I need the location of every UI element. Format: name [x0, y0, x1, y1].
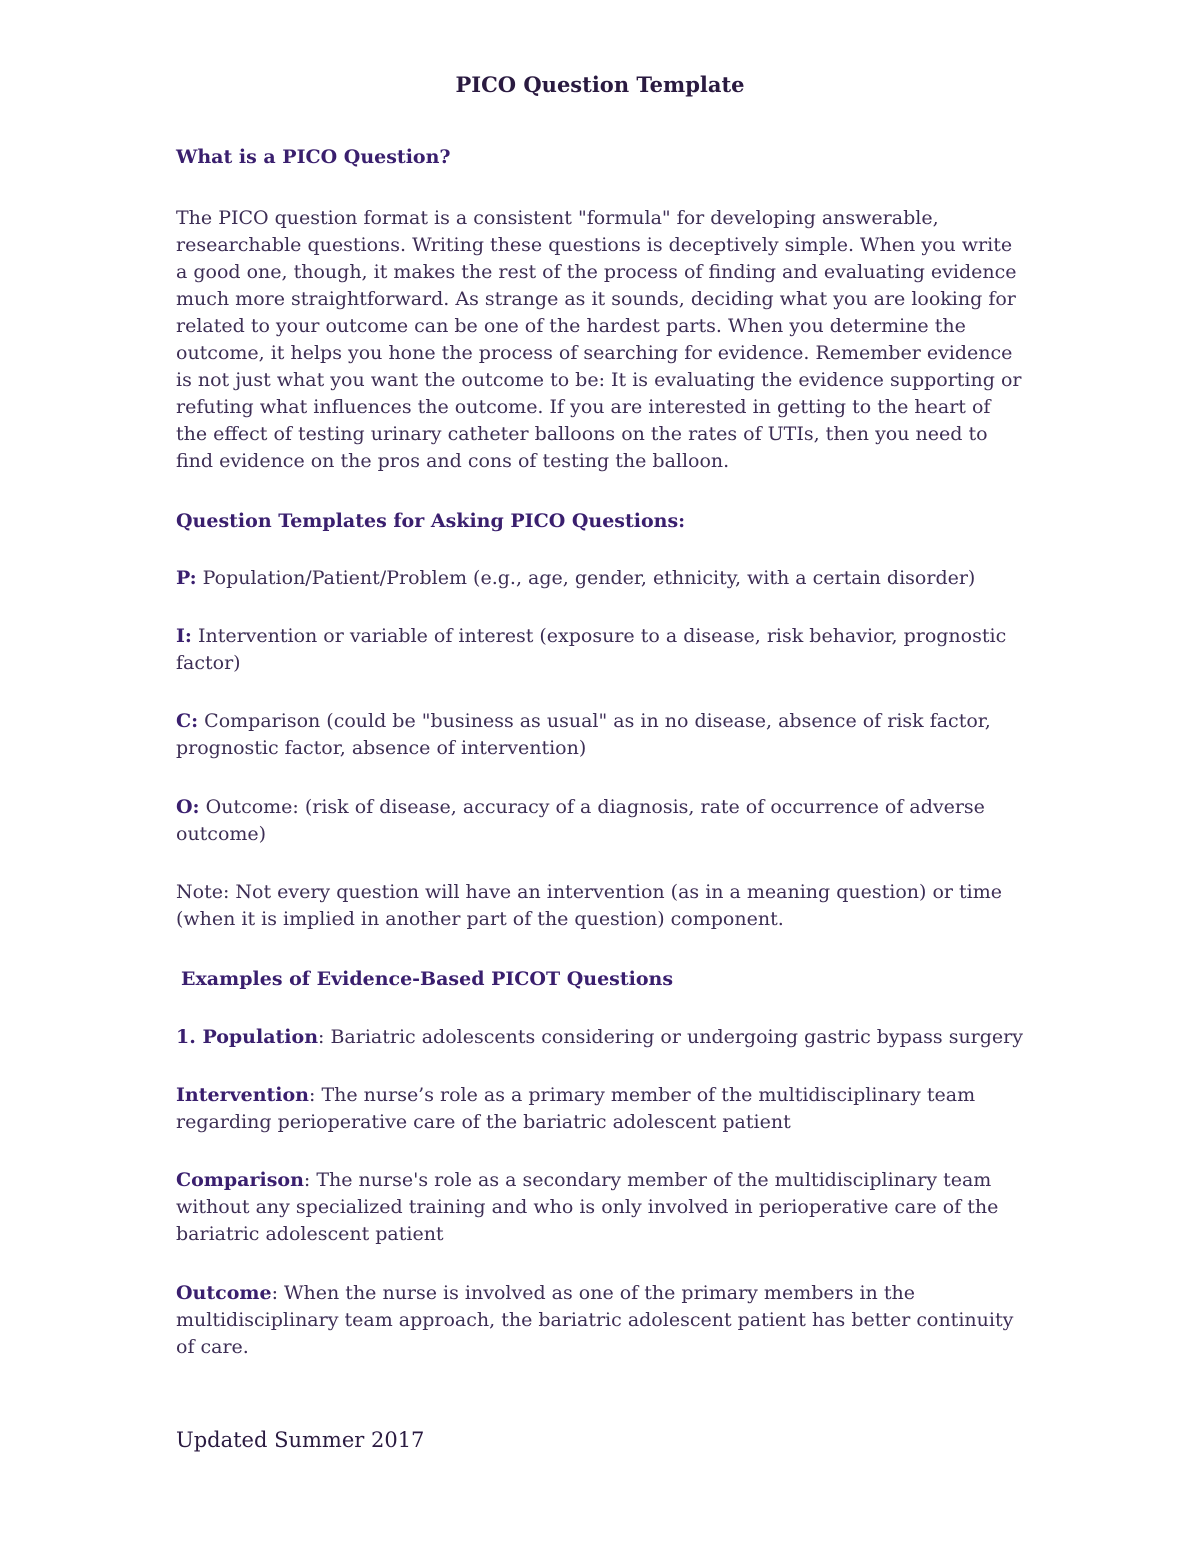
template-i-label: I: — [176, 625, 192, 647]
example-outcome — [176, 1280, 1026, 1361]
example-intervention — [176, 1082, 1026, 1136]
templates-heading: Question Templates for Asking PICO Questions: — [176, 510, 686, 532]
template-i — [176, 623, 1026, 677]
example-population-label: 1. Population — [176, 1026, 319, 1048]
template-p-text: Population/Patient/Problem (e.g., age, gender, ethnicity, with a certain disorder) — [196, 567, 976, 589]
template-c — [176, 708, 1026, 762]
example-population — [176, 1024, 1026, 1051]
template-c-text: Comparison (could be "business as usual" as in no disease, absence of risk factor, prognostic factor, absence of intervention) — [176, 710, 991, 759]
example-outcome-text: : When the nurse is involved as one of the primary members in the multidisciplinary team approach, the bariatric adolescent patient has better continuity of care. — [176, 1282, 1014, 1358]
template-p-label: P: — [176, 567, 197, 589]
document-title: PICO Question Template — [455, 72, 745, 97]
what-is-paragraph: The PICO question format is a consistent "formula" for developing answerable, researchable questions. Writing these questions is deceptively simple. When you write a good one, though, it makes the rest of the process of finding and evaluating evidence much more straightforward. As strange as it sounds, deciding what you are looking for related to your outcome can be one of the hardest parts. When you determine the outcome, it helps you hone the process of searching for evidence. Remember evidence is not just what you want the outcome to be: It is evaluating the evidence supporting or refuting what influences the outcome. If you are interested in getting to the heart of the effect of testing urinary catheter balloons on the rates of UTIs, then you need to find evidence on the pros and cons of testing the balloon. — [176, 207, 1022, 472]
footer-updated: Updated Summer 2017 — [176, 1428, 425, 1452]
what-is-heading: What is a PICO Question? — [176, 146, 451, 168]
example-population-text: : Bariatric adolescents considering or undergoing gastric bypass surgery — [318, 1026, 1023, 1048]
template-note: Note: Not every question will have an intervention (as in a meaning question) or time (when it is implied in another part of the question) component. — [176, 881, 1003, 930]
example-outcome-label: Outcome — [176, 1282, 272, 1304]
template-c-label: C: — [176, 710, 199, 732]
example-intervention-label: Intervention — [176, 1084, 309, 1106]
example-comparison — [176, 1167, 1026, 1248]
example-comparison-text: : The nurse's role as a secondary member of the multidisciplinary team without any specialized training and who is only involved in perioperative care of the bariatric adolescent patient — [176, 1169, 999, 1245]
examples-heading: Examples of Evidence-Based PICOT Questions — [181, 968, 674, 990]
example-comparison-label: Comparison — [176, 1169, 304, 1191]
template-o-text: Outcome: (risk of disease, accuracy of a diagnosis, rate of occurrence of adverse outcome) — [176, 796, 985, 845]
example-intervention-text: : The nurse’s role as a primary member of the multidisciplinary team regarding perioperative care of the bariatric adolescent patient — [176, 1084, 976, 1133]
template-p — [176, 565, 1026, 592]
template-o — [176, 794, 1026, 848]
template-i-text: Intervention or variable of interest (exposure to a disease, risk behavior, prognostic factor) — [176, 625, 1007, 674]
template-o-label: O: — [176, 796, 200, 818]
